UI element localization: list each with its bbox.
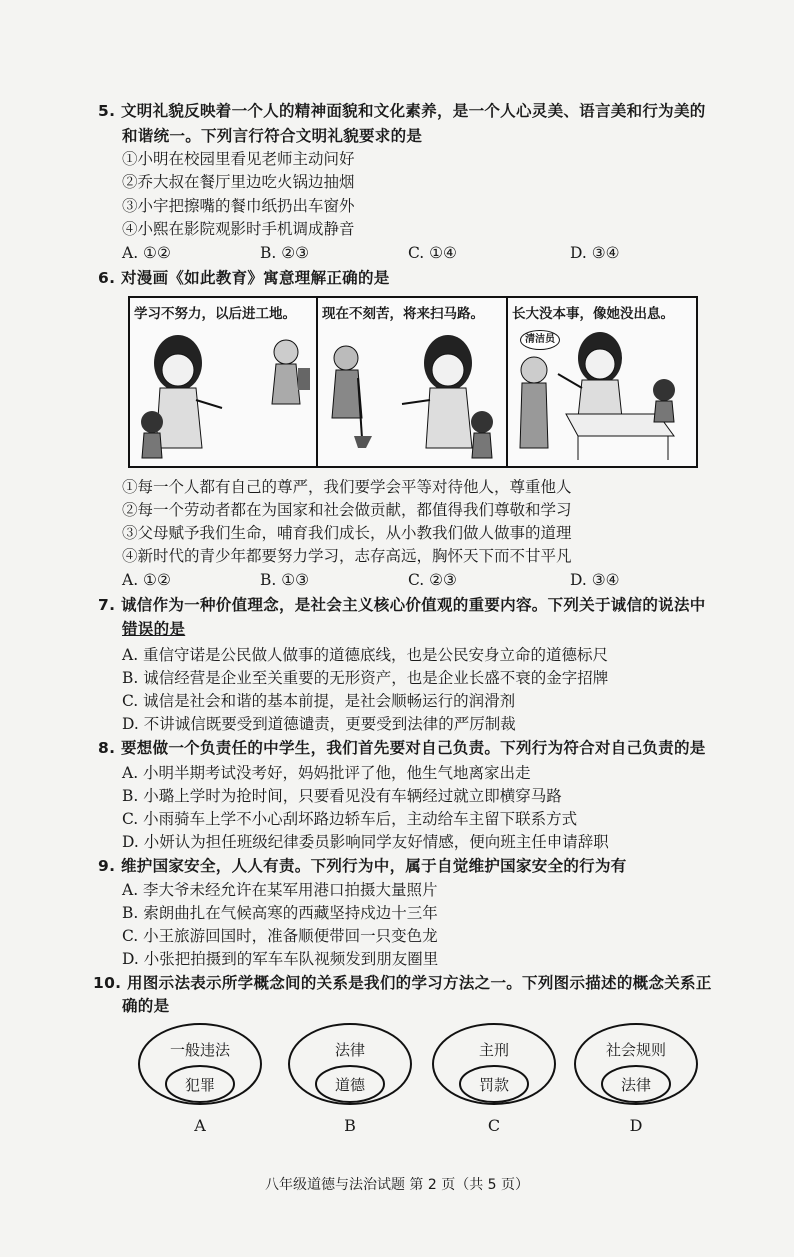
q5-item-1: ①小明在校园里看见老师主动问好 bbox=[122, 150, 355, 168]
q5-choice-d[interactable]: D. ③④ bbox=[570, 244, 620, 262]
comic-panel-2 bbox=[318, 298, 508, 466]
diagram-a-inner-label: 犯罪 bbox=[184, 1076, 215, 1094]
diagram-d[interactable] bbox=[572, 1022, 700, 1140]
q10-stem-line1: 10. 用图示法表示所学概念间的关系是我们的学习方法之一。下列图示描述的概念关系正 bbox=[93, 974, 712, 992]
panel-2-caption: 现在不刻苦，将来扫马路。 bbox=[322, 306, 484, 322]
q5-item-3: ③小宇把擦嘴的餐巾纸扔出车窗外 bbox=[122, 197, 355, 215]
q5-item-4: ④小熙在影院观影时手机调成静音 bbox=[122, 220, 355, 238]
q7-stem-line1: 7. 诚信作为一种价值理念，是社会主义核心价值观的重要内容。下列关于诚信的说法中 bbox=[98, 596, 706, 614]
comic-panel-3 bbox=[508, 298, 696, 466]
diagram-b-inner-label: 道德 bbox=[334, 1076, 365, 1094]
diagram-d-inner-label: 法律 bbox=[620, 1076, 651, 1094]
comic-panel-1 bbox=[130, 298, 318, 466]
cleaner-sign: 清洁员 bbox=[520, 330, 560, 350]
diagram-a[interactable] bbox=[136, 1022, 264, 1140]
panel-3-caption: 长大没本事，像她没出息。 bbox=[512, 306, 674, 322]
q5-choice-c[interactable]: C. ①④ bbox=[408, 244, 457, 262]
q5-stem-line1: 5. 文明礼貌反映着一个人的精神面貌和文化素养，是一个人心灵美、语言美和行为美的 bbox=[98, 102, 706, 120]
diagram-c-outer-label: 主刑 bbox=[478, 1041, 509, 1059]
q8-option-a[interactable]: A. 小明半期考试没考好，妈妈批评了他，他生气地离家出走 bbox=[122, 764, 531, 782]
q7-option-b[interactable]: B. 诚信经营是企业至关重要的无形资产，也是企业长盛不衰的金字招牌 bbox=[122, 669, 609, 687]
q10-stem-line2: 确的是 bbox=[122, 997, 170, 1015]
diagram-b-outer-label: 法律 bbox=[334, 1041, 365, 1059]
diagram-b[interactable] bbox=[286, 1022, 414, 1140]
diagram-d-svg bbox=[572, 1022, 700, 1108]
q6-item-3: ③父母赋予我们生命，哺育我们成长，从小教我们做人做事的道理 bbox=[122, 524, 572, 542]
q8-option-b[interactable]: B. 小璐上学时为抢时间，只要看见没有车辆经过就立即横穿马路 bbox=[122, 787, 562, 805]
q7-stem-line2: 错误的是 bbox=[122, 620, 186, 638]
panel-1-drawing bbox=[130, 318, 316, 466]
q6-item-1: ①每一个人都有自己的尊严，我们要学会平等对待他人，尊重他人 bbox=[122, 478, 572, 496]
diagram-c-svg bbox=[430, 1022, 558, 1108]
q9-option-c[interactable]: C. 小王旅游回国时，准备顺便带回一只变色龙 bbox=[122, 927, 438, 945]
q5-stem-line2: 和谐统一。下列言行符合文明礼貌要求的是 bbox=[122, 127, 423, 145]
comic-strip bbox=[128, 296, 698, 468]
diagram-a-letter: A bbox=[194, 1116, 206, 1135]
diagram-a-outer-label: 一般违法 bbox=[169, 1041, 230, 1059]
diagram-c-letter: C bbox=[487, 1116, 501, 1135]
diagram-c-inner-label: 罚款 bbox=[478, 1076, 509, 1094]
q5-choice-a[interactable]: A. ①② bbox=[122, 244, 171, 262]
panel-1-caption: 学习不努力，以后进工地。 bbox=[134, 306, 296, 322]
q7-option-a[interactable]: A. 重信守诺是公民做人做事的道德底线，也是公民安身立命的道德标尺 bbox=[122, 646, 609, 664]
page-footer: 八年级道德与法治试题 第 2 页（共 5 页） bbox=[264, 1177, 530, 1193]
q6-choice-c[interactable]: C. ②③ bbox=[408, 571, 457, 589]
q6-choice-b[interactable]: B. ①③ bbox=[260, 571, 310, 589]
q6-stem: 6. 对漫画《如此教育》寓意理解正确的是 bbox=[98, 269, 390, 287]
q6-item-2: ②每一个劳动者都在为国家和社会做贡献，都值得我们尊敬和学习 bbox=[122, 501, 572, 519]
q6-choice-a[interactable]: A. ①② bbox=[122, 571, 171, 589]
diagram-b-letter: B bbox=[344, 1116, 356, 1135]
q9-option-d[interactable]: D. 小张把拍摄到的军车车队视频发到朋友圈里 bbox=[122, 950, 439, 968]
q8-option-c[interactable]: C. 小雨骑车上学不小心刮坏路边轿车后，主动给车主留下联系方式 bbox=[122, 810, 578, 828]
q5-item-2: ②乔大叔在餐厅里边吃火锅边抽烟 bbox=[122, 173, 355, 191]
panel-2-drawing bbox=[318, 318, 506, 466]
diagram-c[interactable] bbox=[430, 1022, 558, 1140]
q8-option-d[interactable]: D. 小妍认为担任班级纪律委员影响同学友好情感，便向班主任申请辞职 bbox=[122, 833, 609, 851]
q5-choice-b[interactable]: B. ②③ bbox=[260, 244, 310, 262]
diagram-b-svg bbox=[286, 1022, 414, 1108]
q9-stem: 9. 维护国家安全，人人有责。下列行为中，属于自觉维护国家安全的行为有 bbox=[98, 857, 627, 875]
diagram-a-svg bbox=[136, 1022, 264, 1108]
diagram-d-outer-label: 社会规则 bbox=[605, 1041, 666, 1059]
diagram-d-letter: D bbox=[629, 1116, 643, 1135]
q7-option-c[interactable]: C. 诚信是社会和谐的基本前提，是社会顺畅运行的润滑剂 bbox=[122, 692, 516, 710]
panel-3-drawing bbox=[508, 318, 694, 466]
q9-option-b[interactable]: B. 索朗曲扎在气候高寒的西藏坚持戍边十三年 bbox=[122, 904, 438, 922]
q8-stem: 8. 要想做一个负责任的中学生，我们首先要对自己负责。下列行为符合对自己负责的是 bbox=[98, 739, 706, 757]
q6-item-4: ④新时代的青少年都要努力学习，志存高远，胸怀天下而不甘平凡 bbox=[122, 547, 572, 565]
q7-option-d[interactable]: D. 不讲诚信既要受到道德谴责，更要受到法律的严厉制裁 bbox=[122, 715, 516, 733]
q9-option-a[interactable]: A. 李大爷未经允许在某军用港口拍摄大量照片 bbox=[122, 881, 438, 899]
q6-choice-d[interactable]: D. ③④ bbox=[570, 571, 620, 589]
